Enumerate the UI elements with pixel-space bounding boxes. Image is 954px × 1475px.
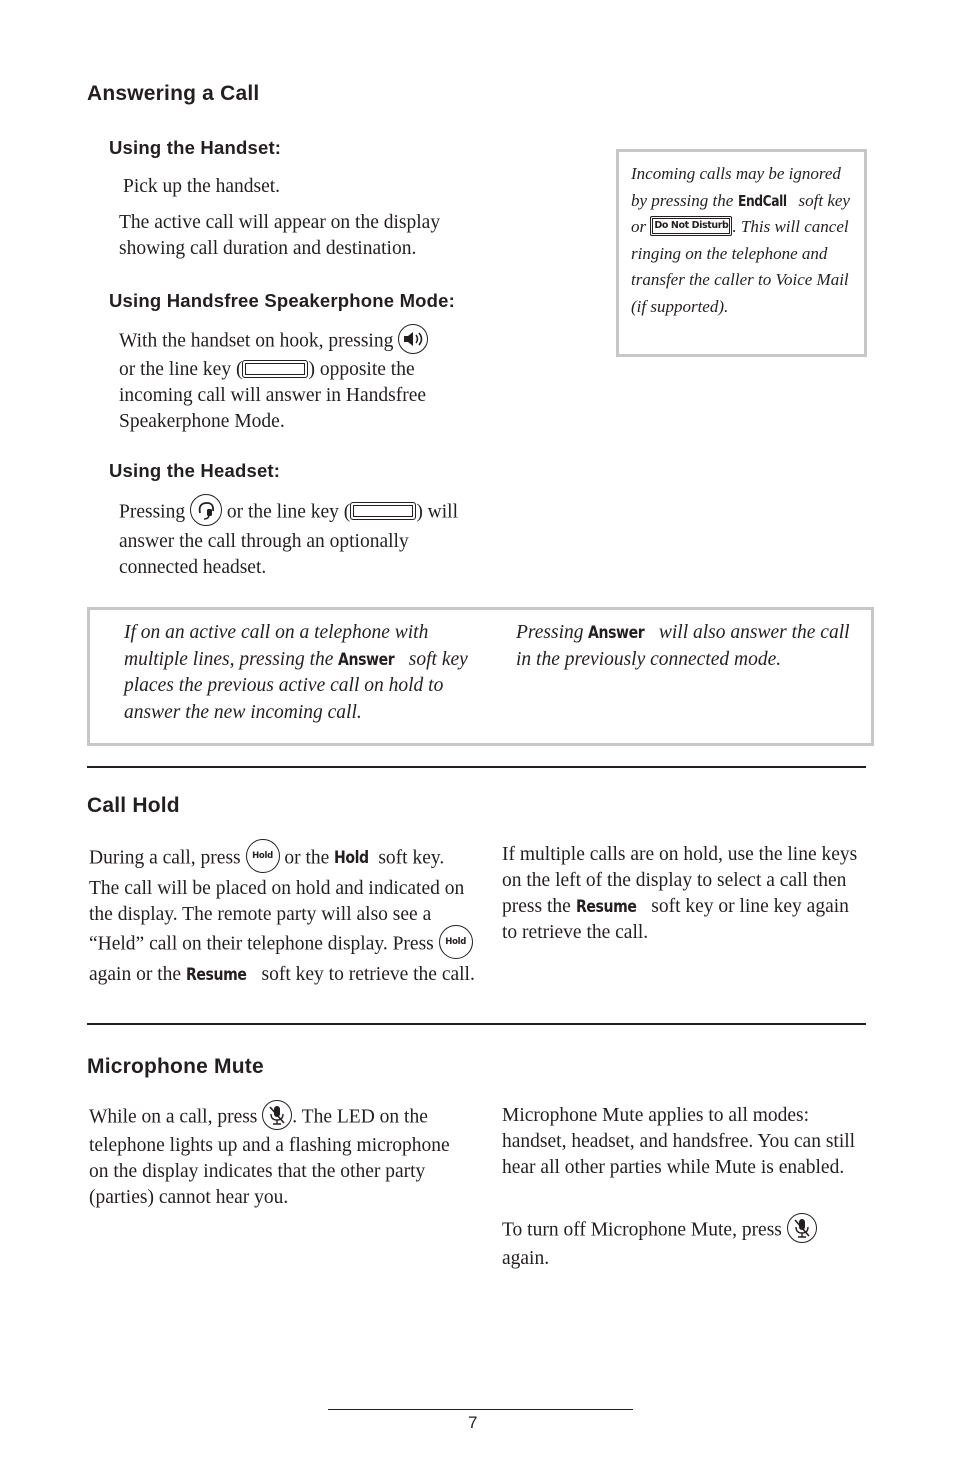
headset-description <box>119 497 464 581</box>
section-title-answering: Answering a Call <box>87 82 260 105</box>
mute-left-text <box>89 1103 469 1211</box>
answer-softkey-label: Answer <box>588 623 645 643</box>
page-number: 7 <box>468 1413 478 1432</box>
sidenote-text <box>631 161 859 320</box>
hold-text-1: During a call, press <box>89 847 241 869</box>
hold-text-3: soft key. The call will be placed on hold and indicated on the display. The remote party will also see a “Held” call on their telephone display. Press <box>89 847 465 955</box>
mute-text-1: While on a call, press <box>89 1106 258 1128</box>
note-right <box>516 620 861 673</box>
hold-right-text <box>502 842 862 946</box>
speaker-key-icon <box>398 324 428 354</box>
subheading-handsfree: Using Handsfree Speakerphone Mode: <box>109 290 456 311</box>
headset-key-icon <box>190 494 222 526</box>
resume-softkey-label: Resume <box>185 965 247 985</box>
hold-text-4: again or the <box>89 964 182 985</box>
headset-text-2: or the line key ( <box>226 501 351 523</box>
mute-right-text-2: again. <box>502 1248 550 1269</box>
hold-right-text-2: soft key or line key again to retrieve the call. <box>502 896 849 943</box>
section-divider <box>87 766 866 768</box>
note-right-text-1: Pressing <box>516 622 584 643</box>
mute-right-paragraph-2 <box>502 1216 862 1272</box>
sidenote-text-3: . This will cancel ringing on the telephone and transfer the caller to Voice Mail (if supported). <box>631 217 849 316</box>
section-title-microphone-mute: Microphone Mute <box>87 1055 264 1078</box>
footer-rule <box>328 1409 633 1410</box>
hold-right-text-1: If multiple calls are on hold, use the line keys on the left of the display to select a call then press the <box>502 844 858 917</box>
sidenote-text-1: Incoming calls may be ignored by pressing the <box>631 164 841 210</box>
note-right-text-2: will also answer the call in the previously connected mode. <box>516 622 850 670</box>
mute-key-icon <box>262 1100 292 1130</box>
handsfree-text-1: With the handset on hook, pressing <box>119 330 394 352</box>
note-left <box>124 620 469 726</box>
line-key-icon <box>242 360 308 378</box>
answer-softkey-label: Answer <box>338 649 395 670</box>
mute-text-2: . The LED on the telephone lights up and a flashing microphone on the display indicates that the other party (parties) cannot hear you. <box>89 1106 450 1208</box>
hold-softkey-label: Hold <box>334 848 369 869</box>
handsfree-text-2: or the line key ( <box>119 359 243 380</box>
line-key-icon <box>350 502 416 520</box>
section-divider <box>87 1023 866 1025</box>
resume-softkey-label: Resume <box>575 897 637 917</box>
subheading-handset: Using the Handset: <box>109 137 282 158</box>
hold-left-text <box>89 842 477 988</box>
subheading-headset: Using the Headset: <box>109 460 281 481</box>
hold-text-2: or the <box>284 847 330 869</box>
do-not-disturb-key-icon: Do Not Disturb <box>650 216 732 236</box>
mute-right-text-1: To turn off Microphone Mute, press <box>502 1219 782 1241</box>
headset-text-3: ) will answer the call through an optionally connected headset. <box>119 501 459 578</box>
hold-key-icon: Hold <box>246 839 280 873</box>
hold-text-5: soft key to retrieve the call. <box>261 964 475 985</box>
mute-key-icon <box>787 1213 817 1243</box>
note-left-text-1: If on an active call on a telephone with multiple lines, pressing the <box>124 622 429 670</box>
sidenote-box <box>616 149 867 357</box>
hold-key-icon: Hold <box>439 925 473 959</box>
mute-right-paragraph-1: Microphone Mute applies to all modes: handset, headset, and handsfree. You can still hear all other parties while Mute is enabled. <box>502 1105 856 1178</box>
handset-description: The active call will appear on the display showing call duration and destination. <box>119 212 441 259</box>
sidenote-text-2: soft key or <box>631 190 850 236</box>
note-left-text-2: soft key places the previous active call on hold to answer the new incoming call. <box>124 648 468 723</box>
handsfree-description <box>119 327 469 435</box>
handsfree-text-3: ) opposite the incoming call will answer in Handsfree Speakerphone Mode. <box>119 359 427 432</box>
section-title-call-hold: Call Hold <box>87 794 180 817</box>
headset-text-1: Pressing <box>119 501 186 523</box>
endcall-softkey-label: EndCall <box>737 191 787 210</box>
handset-step: Pick up the handset. <box>123 176 281 197</box>
note-box <box>87 607 874 746</box>
